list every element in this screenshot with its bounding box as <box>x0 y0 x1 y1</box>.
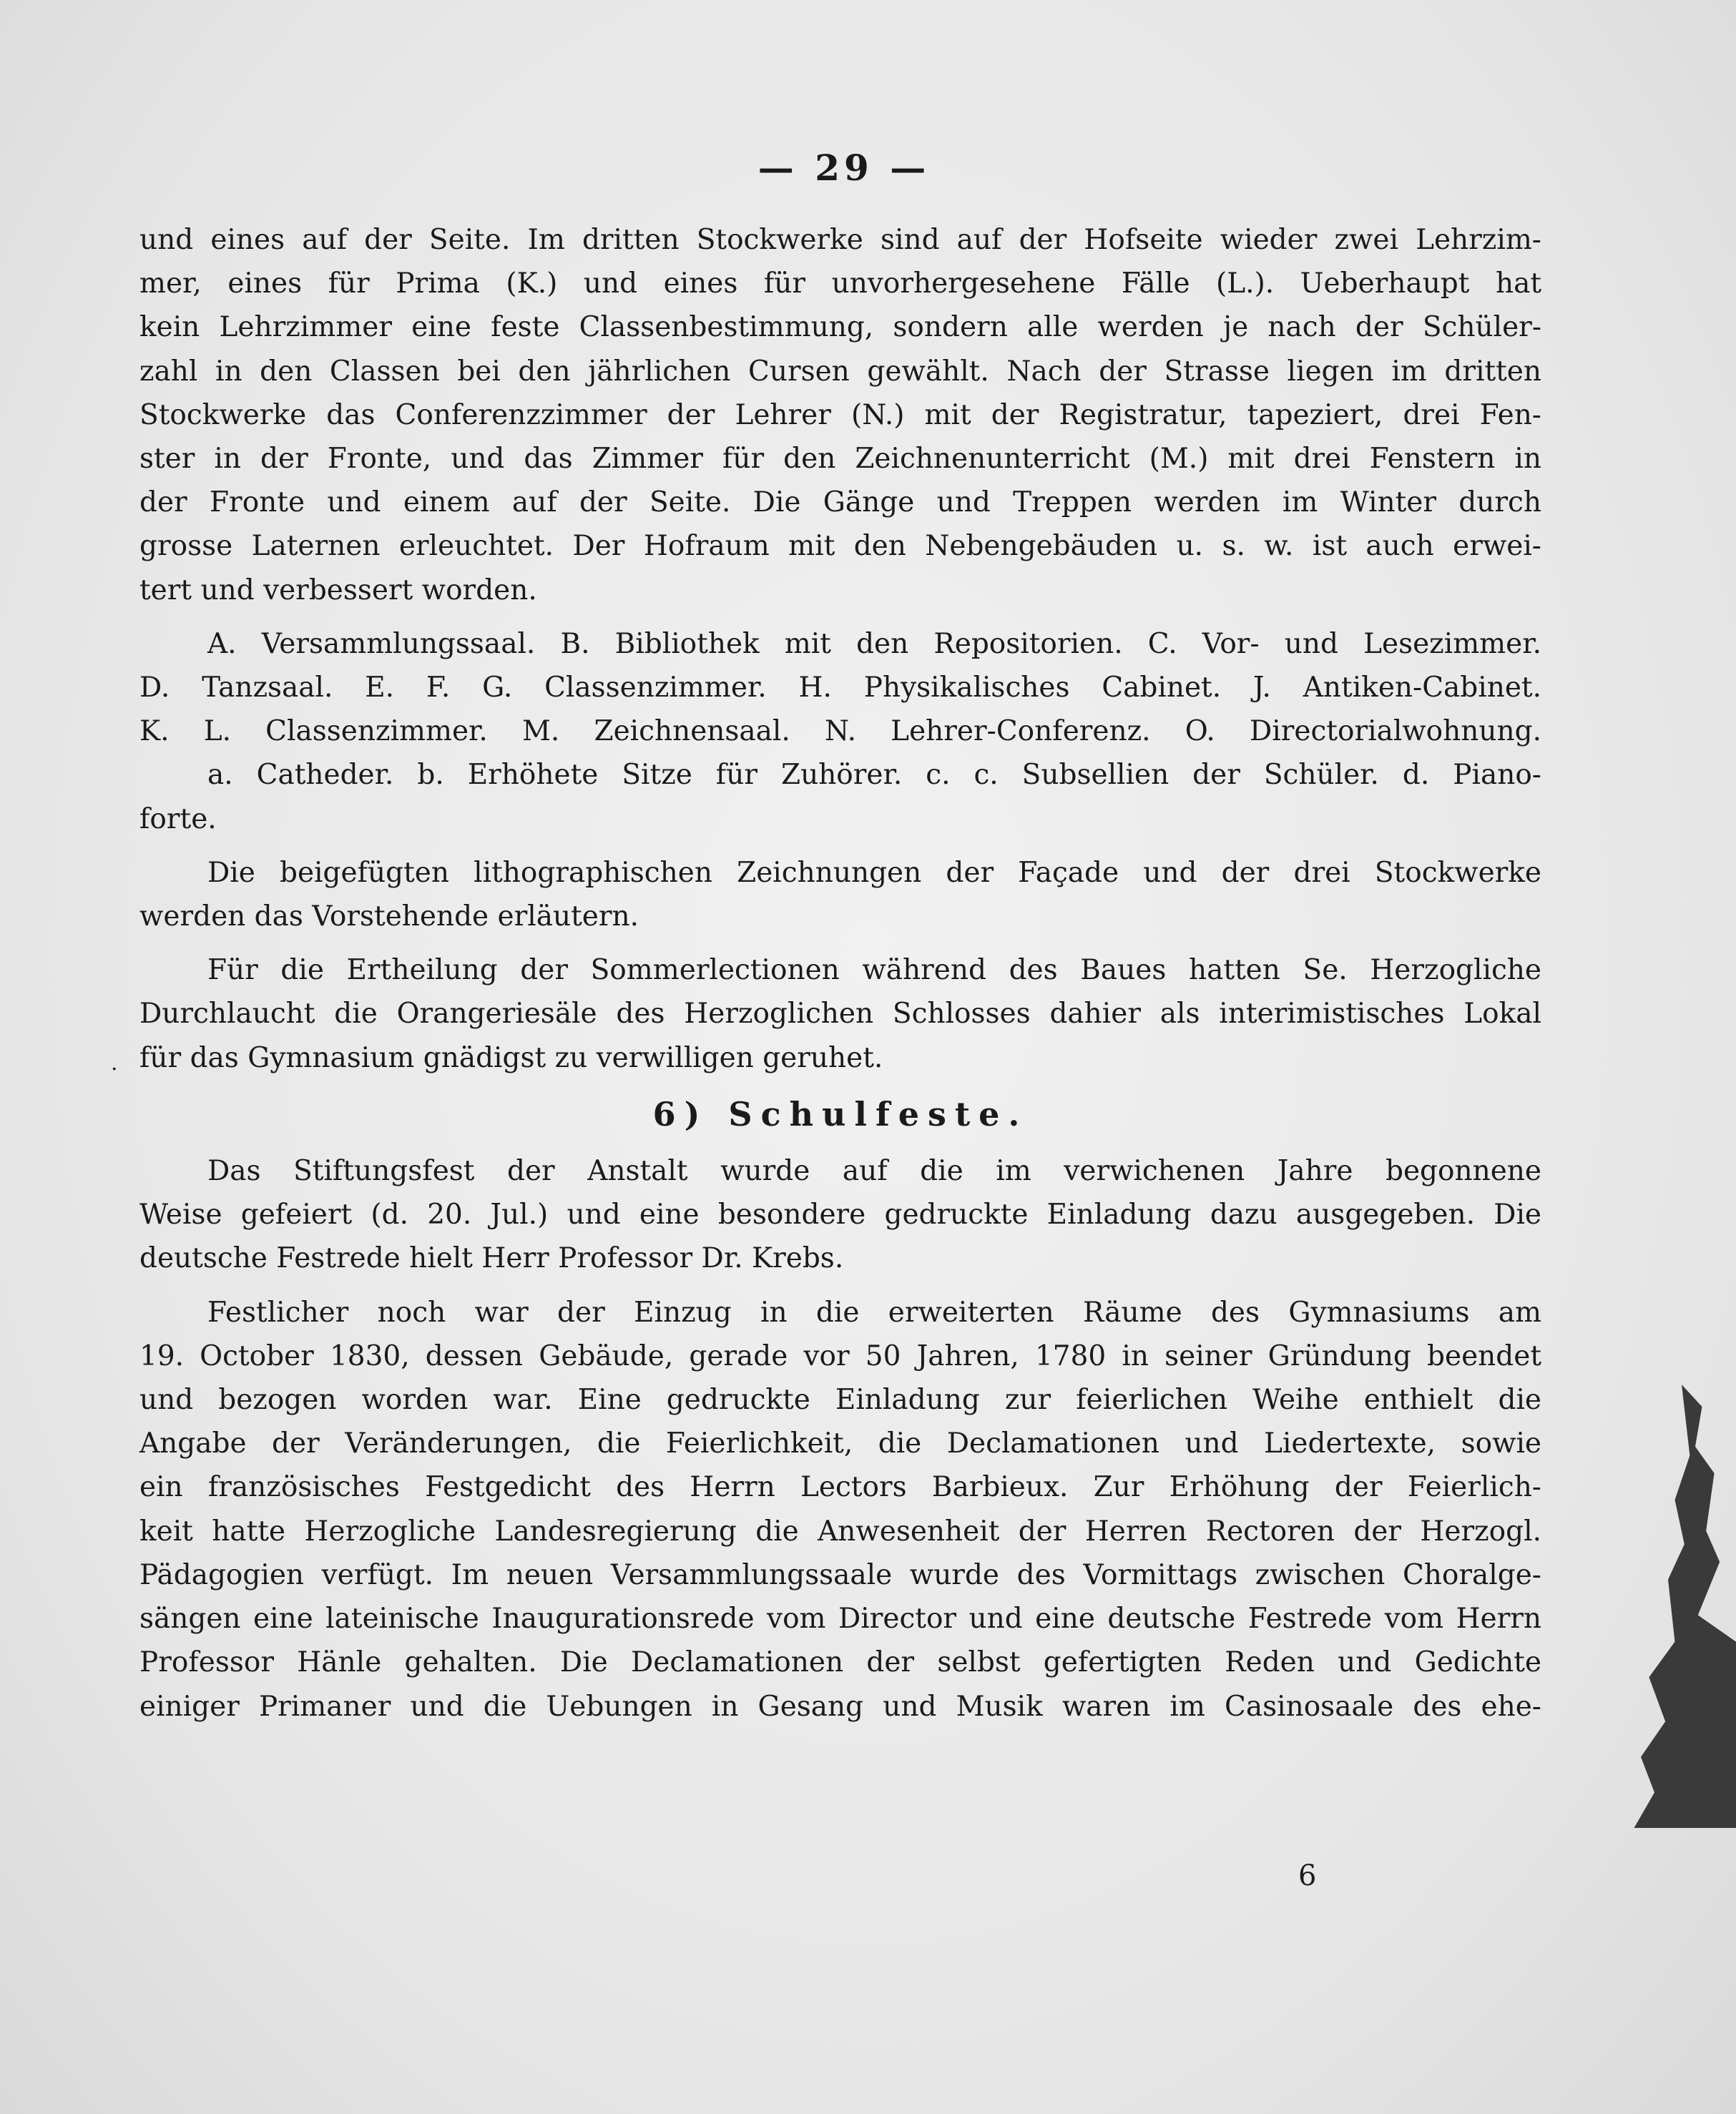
page-damage <box>1600 1385 1736 1828</box>
body-text <box>139 218 1541 1729</box>
text-line: und eines auf der Seite. Im dritten Stockwerke sind auf der Hofseite wieder zwei Lehrzim- <box>139 224 1541 256</box>
text-line: und bezogen worden war. Eine gedruckte Einladung zur feierlichen Weihe enthielt die <box>139 1384 1541 1417</box>
text-line: Weise gefeiert (d. 20. Jul.) und eine besondere gedruckte Einladung dazu ausgegeben. Die <box>139 1199 1541 1231</box>
text-line: deutsche Festrede hielt Herr Professor Dr. Krebs. <box>139 1242 844 1275</box>
paragraph-summer-lessons <box>139 948 1541 1080</box>
text-line: Festlicher noch war der Einzug in die erweiterten Räume des Gymnasiums am <box>207 1296 1541 1329</box>
text-line: zahl in den Classen bei den jährlichen Cursen gewählt. Nach der Strasse liegen im dritten <box>139 355 1541 388</box>
text-line: werden das Vorstehende erläutern. <box>139 900 639 933</box>
text-line: ster in der Fronte, und das Zimmer für den Zeichnenunterricht (M.) mit drei Fenstern in <box>139 443 1541 476</box>
section-heading: 6) Schulfeste. <box>652 1094 1029 1134</box>
text-line: Pädagogien verfügt. Im neuen Versammlungssaale wurde des Vormittags zwischen Choralge- <box>139 1558 1541 1591</box>
text-line: Für die Ertheilung der Sommerlectionen während des Baues hatten Se. Herzogliche <box>207 954 1541 987</box>
text-line: kein Lehrzimmer eine feste Classenbestimmung, sondern alle werden je nach der Schüler- <box>139 311 1541 344</box>
text-line: einiger Primaner und die Uebungen in Gesang und Musik waren im Casinosaale des ehe- <box>139 1690 1541 1723</box>
legend-line: forte. <box>139 802 217 835</box>
legend-line: D. Tanzsaal. E. F. G. Classenzimmer. H. Physikalisches Cabinet. J. Antiken-Cabinet. <box>139 672 1541 704</box>
paragraph-foundation-day <box>139 1149 1541 1281</box>
text-line: Die beigefügten lithographischen Zeichnungen der Façade und der drei Stockwerke <box>207 856 1541 889</box>
paragraph-lithographs <box>139 851 1541 938</box>
text-line: tert und verbessert worden. <box>139 574 537 606</box>
paragraph-inauguration <box>139 1291 1541 1729</box>
text-line: 19. October 1830, dessen Gebäude, gerade vor 50 Jahren, 1780 in seiner Gründung beendet <box>139 1339 1541 1372</box>
room-legend <box>139 622 1541 841</box>
text-line: ein französisches Festgedicht des Herrn Lectors Barbieux. Zur Erhöhung der Feierlich- <box>139 1471 1541 1504</box>
text-line: mer, eines für Prima (K.) und eines für unvorhergesehene Fälle (L.). Ueberhaupt hat <box>139 267 1541 300</box>
page-number: — 29 — <box>757 147 931 189</box>
text-line: keit hatte Herzogliche Landesregierung die Anwesenheit der Herren Rectoren der Herzogl. <box>139 1515 1541 1548</box>
legend-line: K. L. Classenzimmer. M. Zeichnensaal. N. Lehrer-Conferenz. O. Directorialwohnung. <box>139 715 1541 748</box>
paragraph-building-description <box>139 218 1541 612</box>
legend-line: a. Catheder. b. Erhöhete Sitze für Zuhörer. c. c. Subsellien der Schüler. d. Piano- <box>207 759 1541 792</box>
legend-line: A. Versammlungssaal. B. Bibliothek mit den Repositorien. C. Vor- und Lesezimmer. <box>207 627 1541 660</box>
text-line: Durchlaucht die Orangeriesäle des Herzoglichen Schlosses dahier als interimistisches Lokal <box>139 998 1541 1031</box>
text-line: sängen eine lateinische Inaugurationsrede vom Director und eine deutsche Festrede vom Herrn <box>139 1603 1541 1636</box>
text-line: Stockwerke das Conferenzzimmer der Lehrer (N.) mit der Registratur, tapeziert, drei Fen- <box>139 398 1541 431</box>
text-line: Angabe der Veränderungen, die Feierlichkeit, die Declamationen und Liedertexte, sowie <box>139 1427 1541 1460</box>
text-line: der Fronte und einem auf der Seite. Die Gänge und Treppen werden im Winter durch <box>139 486 1541 519</box>
signature-mark: 6 <box>1298 1859 1317 1892</box>
margin-mark: · <box>111 1057 118 1082</box>
text-line: Das Stiftungsfest der Anstalt wurde auf die im verwichenen Jahre begonnene <box>207 1155 1541 1188</box>
text-line: Professor Hänle gehalten. Die Declamationen der selbst gefertigten Reden und Gedichte <box>139 1646 1541 1679</box>
text-line: für das Gymnasium gnädigst zu verwilligen geruhet. <box>139 1041 883 1074</box>
text-line: grosse Laternen erleuchtet. Der Hofraum mit den Nebengebäuden u. s. w. ist auch erwei- <box>139 530 1541 563</box>
